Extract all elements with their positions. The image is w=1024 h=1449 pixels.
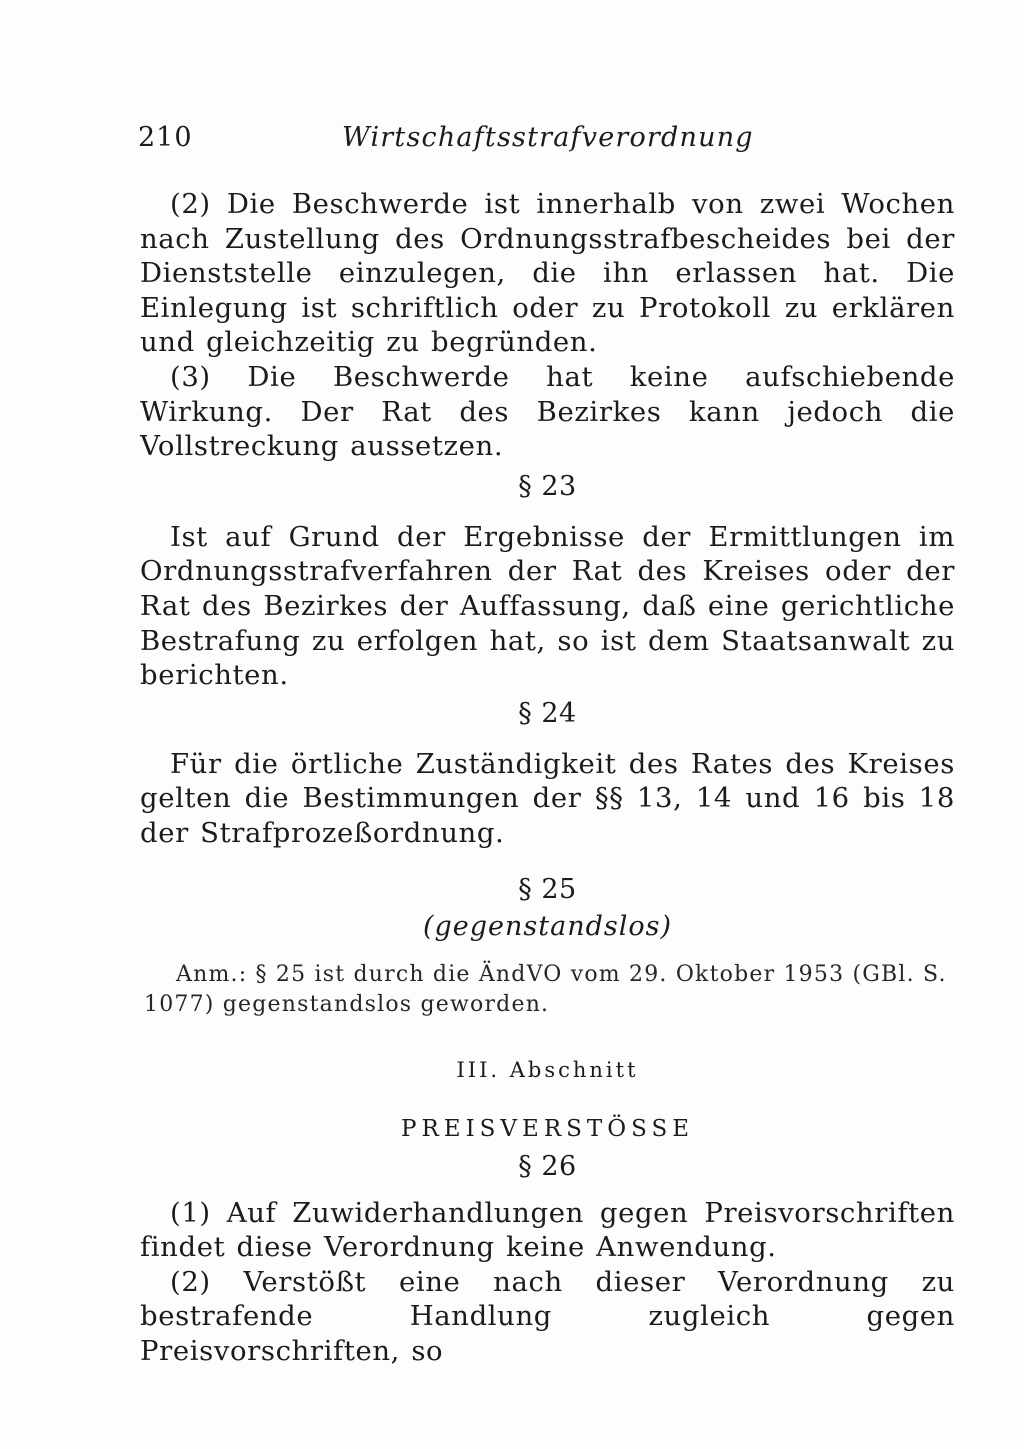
section-26-2: (2) Verstößt eine nach dieser Verordnung zu bestrafende Handlung zugleich gegen Preisvorschriften, so <box>140 1265 955 1367</box>
section-25-note: Anm.: § 25 ist durch die ÄndVO vom 29. Oktober 1953 (GBl. S. 1077) gegenstandslos geworden. <box>144 961 947 1017</box>
section-24-text: Für die örtliche Zuständigkeit des Rates des Kreises gelten die Bestimmungen der §§ 13, 14 und 16 bis 18 der Strafprozeßordnung. <box>140 747 955 849</box>
page-body <box>140 187 955 1368</box>
paragraph-22-3: (3) Die Beschwerde hat keine aufschiebende Wirkung. Der Rat des Bezirkes kann jedoch die Vollstreckung aussetzen. <box>140 360 955 463</box>
section-24-heading: § 24 <box>518 697 577 729</box>
section-23-heading: § 23 <box>518 470 577 502</box>
page-number: 210 <box>138 122 193 153</box>
section-25-subtitle: (gegenstandslos) <box>422 910 673 942</box>
section-23-text: Ist auf Grund der Ergebnisse der Ermittlungen im Ordnungsstrafverfahren der Rat des Kreises oder der Rat des Bezirkes der Auffassung, daß eine gerichtliche Bestrafung zu erfolgen hat, so ist dem Staatsanwalt zu berichten. <box>140 520 955 692</box>
section-26-1: (1) Auf Zuwiderhandlungen gegen Preisvorschriften findet diese Verordnung keine Anwendung. <box>140 1196 955 1264</box>
running-title: Wirtschaftsstrafverordnung <box>342 122 754 153</box>
page-header <box>138 122 958 162</box>
section-26-heading: § 26 <box>518 1150 577 1182</box>
section-25-heading: § 25 <box>518 873 577 905</box>
chapter-title: PREISVERSTÖSSE <box>401 1115 694 1142</box>
chapter-heading: III. Abschnitt <box>456 1057 639 1082</box>
paragraph-22-2: (2) Die Beschwerde ist innerhalb von zwei Wochen nach Zustellung des Ordnungsstrafbescheides bei der Dienststelle einzulegen, die ihn erlassen hat. Die Einlegung ist schriftlich oder zu Protokoll zu erklären und gleichzeitig zu begründen. <box>140 188 955 359</box>
